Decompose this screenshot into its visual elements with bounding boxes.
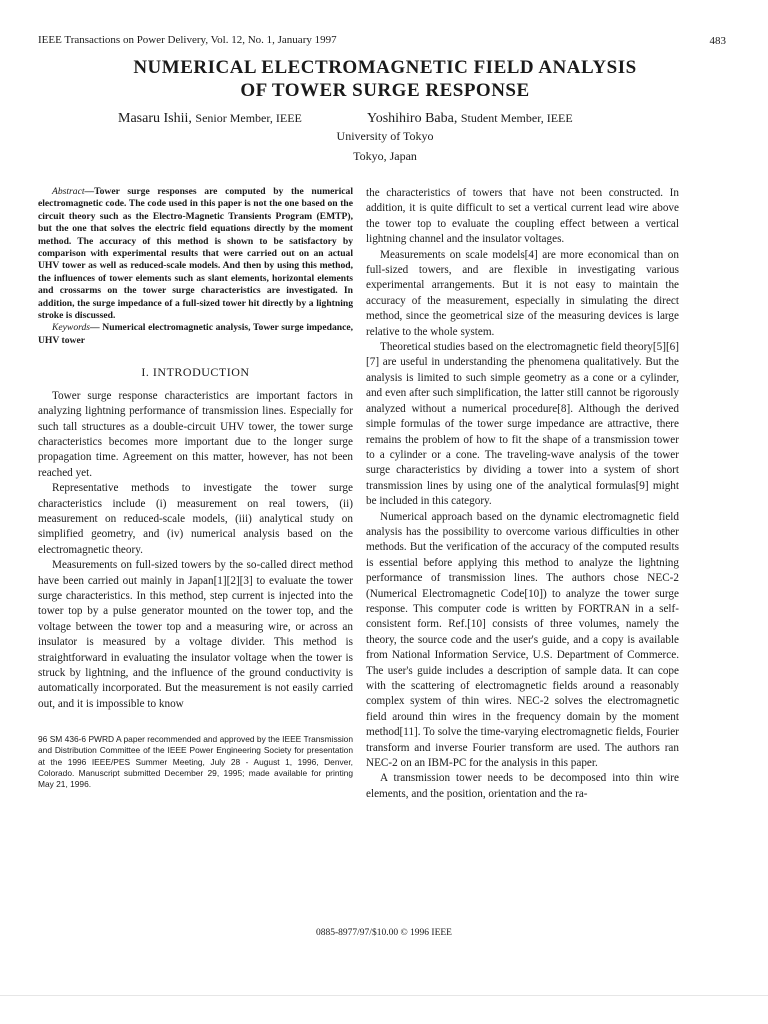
paper-title-line-2: OF TOWER SURGE RESPONSE <box>240 80 530 101</box>
keywords-lead: Keywords <box>52 322 91 334</box>
author-1 <box>118 111 302 127</box>
journal-header: IEEE Transactions on Power Delivery, Vol. 12, No. 1, January 1997 <box>38 34 337 46</box>
body-paragraph: Measurements on full-sized towers by the so-called direct method have been carried out mainly in Japan[1][2][3] to evaluate the tower surge characteristics. In this method, step current is injected into the tower top by a pulse generator mounted on the tower top, and the voltage between the tower top and a measuring wire, or across an insulator is measured by a voltage divider. This method is straightforward in evaluating the insulator voltage when the tower is struck by lightning, and the influence of the ground conductivity is automatically incorporated. But the measurement is not easily carried out, and it is impossible to know <box>38 559 353 710</box>
abstract-text: —Tower surge responses are computed by the numerical electromagnetic code. The code used in this paper is not the one based on the circuit theory such as the Electro-Magnetic Transients Program (EMTP), but the one that solves the electric field equations directly by the moment method. The accuracy of this method is shown to be satisfactory by comparison with experimental results that were carried out on an actual UHV tower as well as reduced-scale models. And then by using this method, the influences of tower elements such as slant elements, horizontal elements and crossarms on the tower surge characteristics are investigated. In addition, the surge impedance of a full-sized tower hit directly by a lightning stroke is discussed. <box>38 186 353 322</box>
body-paragraph: Theoretical studies based on the electromagnetic field theory[5][6][7] are useful in understanding the phenomena qualitatively. But the analysis is limited to such simple geometry as a cone or a cylinder, and even after such simplification, the latter still cannot be rigorously analyzed without a numerical procedure[8]. Although the derived simple formulas of the tower surge impedance are attractive, there remains the problem of how to fit the shape of a transmission tower to a cylinder or a cone. The traveling-wave analysis of the tower surge characteristics by dividing a tower into a system of short transmission lines by using one of the analytical formulas[9] might be included in this category. <box>366 341 679 508</box>
keywords-text: — Numerical electromagnetic analysis, Tower surge impedance, UHV tower <box>38 322 353 346</box>
abstract <box>38 186 353 322</box>
paper-title-line-1: NUMERICAL ELECTROMAGNETIC FIELD ANALYSIS <box>133 57 637 78</box>
body-paragraph: the characteristics of towers that have not been constructed. In addition, it is quite difficult to set a vertical current lead wire above the tower top to evaluate the coupling effect between a vertical lightning channel and the insulator voltages. <box>366 187 679 246</box>
author-1-role: Senior Member, IEEE <box>195 111 302 125</box>
copyright-footer: 0885-8977/97/$10.00 © 1996 IEEE <box>316 928 452 938</box>
right-column <box>366 186 679 802</box>
author-2 <box>367 111 573 127</box>
author-2-name: Yoshihiro Baba, <box>367 111 458 126</box>
section-heading: I. INTRODUCTION <box>141 365 250 380</box>
body-paragraph: Measurements on scale models[4] are more economical than on full-sized towers, and are flexible in investigating various experimental arrangements. But it is not easy to maintain the accuracy of the measurement, especially in simulating the direct method, since the geometrical size of the measuring devices is large relative to the whole system. <box>366 248 679 338</box>
left-column <box>38 186 353 790</box>
page-number: 483 <box>709 35 726 47</box>
body-paragraph: Numerical approach based on the dynamic electromagnetic field analysis has the possibility to overcome various difficulties in other methods. But the verification of the accuracy of the computed results is essential before applying this method to analyze the lightning performance of transmission lines. The authors chose NEC-2 (Numerical Electromagnetic Code[10]) to analyze the tower surge response. This computer code is written by FORTRAN in a self-consistent form. Ref.[10] consists of three volumes, namely the theory, the source code and the user's guide, and a copy is available from National Information Service, U.S. Department of Commerce. The user's guide includes a description of sample data. It can cope with the scattering of electromagnetic fields around a reasonably complex system of thin wires. NEC-2 solves the electromagnetic field around thin wires in the frequency domain by the moment method[11]. To solve the time-varying electromagnetic fields, Fourier transform and inverse Fourier transform are used. The authors ran NEC-2 on an IBM-PC for the analysis in this paper. <box>366 510 679 770</box>
affiliation-location: Tokyo, Japan <box>353 149 417 163</box>
author-1-name: Masaru Ishii, <box>118 111 192 126</box>
body-paragraph: Representative methods to investigate the tower surge characteristics include (i) measurement on real towers, (ii) measurement on reduced-scale models, (iii) analytical study on simplified geometry, and (iv) numerical analysis based on the electromagnetic theory. <box>38 482 353 556</box>
author-2-role: Student Member, IEEE <box>460 111 573 125</box>
footnote: 96 SM 436-6 PWRD A paper recommended and approved by the IEEE Transmission and Distribution Committee of the IEEE Power Engineering Society for presentation at the 1996 IEEE/PES Summer Meeting, July 28 - August 1, 1996, Denver, Colorado. Manuscript submitted December 29, 1995; made available for printing May 21, 1996. <box>38 734 353 790</box>
keywords <box>38 322 353 347</box>
affiliation: University of Tokyo <box>336 129 434 143</box>
abstract-lead: Abstract <box>52 186 85 197</box>
body-paragraph: A transmission tower needs to be decomposed into thin wire elements, and the position, orientation and the ra- <box>366 772 679 800</box>
body-paragraph: Tower surge response characteristics are important factors in analyzing lightning performance of transmission lines. Especially for such tall structures as a double-circuit UHV tower, the tower surge characteristics becomes more important due to the longer surge propagation time. Agreement on this matter, however, has not been reached yet. <box>38 389 353 479</box>
page-edge-divider <box>0 995 768 996</box>
